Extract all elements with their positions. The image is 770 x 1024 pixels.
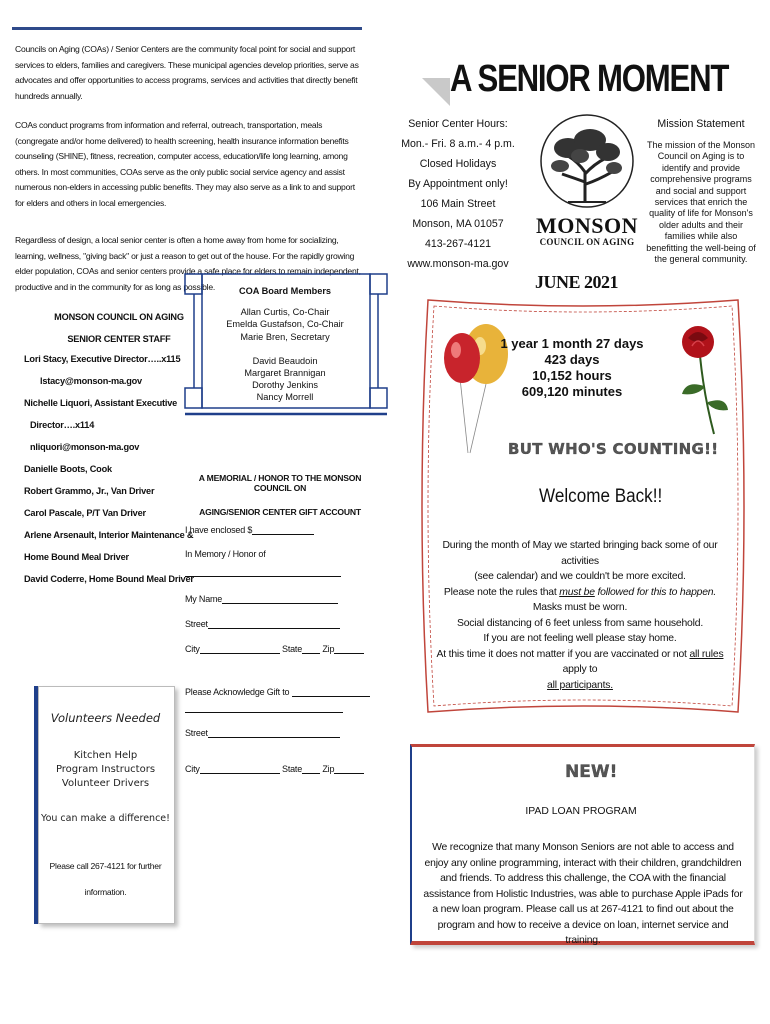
zip-label-2: Zip	[322, 764, 335, 774]
newsletter-title: A SENIOR MOMENT	[450, 58, 729, 100]
counting-tagline: BUT WHO'S COUNTING!!	[508, 440, 719, 458]
ipad-new-badge: NEW!	[565, 762, 618, 782]
staff-line: Nichelle Liquori, Assistant Executive	[24, 398, 178, 408]
staff-heading: SENIOR CENTER STAFF	[67, 334, 171, 344]
state-field[interactable]	[302, 643, 320, 654]
volunteers-call-line-2: information.	[84, 887, 127, 897]
city-row-2	[185, 763, 364, 774]
city-label: City	[185, 644, 200, 654]
zip-field-2[interactable]	[334, 763, 364, 774]
city-row	[185, 643, 364, 654]
volunteer-role: Volunteer Drivers	[61, 778, 150, 789]
rules-note-start: Please note the rules that	[443, 586, 560, 598]
staff-org: MONSON COUNCIL ON AGING	[54, 312, 184, 322]
staff-line[interactable]: nliquori@monson-ma.gov	[30, 442, 140, 452]
enclosed-amount-field[interactable]	[252, 524, 314, 535]
name-label: My Name	[185, 594, 223, 604]
staff-line: Director….x114	[30, 420, 95, 430]
welcome-line	[424, 585, 736, 601]
welcome-line: Masks must be worn.	[532, 602, 628, 613]
staff-line[interactable]: lstacy@monson-ma.gov	[40, 376, 142, 386]
counting-line: 10,152 hours	[532, 368, 612, 383]
enclosed-row	[185, 524, 314, 535]
name-row	[185, 593, 338, 604]
city-field-2[interactable]	[200, 763, 280, 774]
street-label: Street	[185, 619, 208, 629]
website-link[interactable]: www.monson-ma.gov	[407, 258, 509, 270]
board-member: David Beaudoin	[252, 355, 318, 366]
counting-block	[497, 336, 647, 400]
intro-paragraph-1: Councils on Aging (COAs) / Senior Centers are the community focal point for social and support services to elders, families and caregivers. These municipal agencies develop priorities, serve as advocates and offer opportunities to access programs, services and activities that directly benefit hundreds annually.	[15, 44, 359, 101]
hours-heading: Senior Center Hours:	[408, 118, 508, 130]
gift-heading-1: A MEMORIAL / HONOR TO THE MONSON COUNCIL ON	[198, 473, 362, 493]
zip-label: Zip	[322, 644, 335, 654]
city-label-2: City	[185, 764, 200, 774]
mission-text: The mission of the Monson Council on Aging is to identify and provide comprehensive programs and social and support services that enrich the quality of life for Monson's older adults and their families while also benefitting the well-being of the general community.	[646, 140, 756, 265]
board-officer: Allan Curtis, Co-Chair	[240, 307, 330, 318]
board-officer: Emelda Gustafson, Co-Chair	[226, 319, 344, 330]
acknowledge-field-2[interactable]	[185, 712, 343, 713]
memory-label: In Memory / Honor of	[185, 549, 266, 559]
staff-line: Danielle Boots, Cook	[24, 464, 112, 474]
tree-icon	[528, 112, 646, 210]
volunteers-call-line-1: Please call 267-4121 for further	[49, 861, 162, 871]
enclosed-label: I have enclosed $	[185, 525, 253, 535]
board-heading: COA Board Members	[238, 286, 332, 296]
volunteer-role: Kitchen Help	[73, 750, 138, 761]
hours-weekdays: Mon.- Fri. 8 a.m.- 4 p.m.	[401, 138, 515, 150]
staff-section	[24, 306, 204, 350]
city-address: Monson, MA 01057	[412, 218, 504, 230]
volunteers-call	[38, 853, 173, 905]
staff-line: Lori Stacy, Executive Director…..x115	[24, 354, 181, 364]
intro-paragraph-2: COAs conduct programs from information and referral, outreach, transportation, meals (congregate and/or home delivered) to health screening, health insurance information benefits counseling (SHINE), fitness, recreation, computer access, education/life long learning, among others. In most communities, COAs serve as the only public social service agency and assist numerous non-elders in accessing public benefits. They may also serve as a link to and support for elders and others in local emergencies.	[15, 120, 355, 208]
counting-line: 609,120 minutes	[521, 384, 623, 399]
state-field-2[interactable]	[302, 763, 320, 774]
closed-holidays: Closed Holidays	[419, 158, 497, 170]
volunteers-heading: Volunteers Needed	[50, 711, 161, 725]
gift-heading-2: AGING/SENIOR CENTER GIFT ACCOUNT	[199, 507, 361, 517]
board-member: Nancy Morrell	[256, 392, 314, 403]
street-row-2	[185, 727, 340, 738]
volunteers-tagline: You can make a difference!	[41, 813, 170, 824]
name-field[interactable]	[222, 593, 338, 604]
top-rule	[12, 27, 362, 30]
staff-line: Home Bound Meal Driver	[24, 552, 129, 562]
volunteer-roles	[38, 749, 173, 791]
welcome-line: During the month of May we started bringing back some of our activities	[442, 540, 718, 567]
counting-line: 423 days	[544, 352, 600, 367]
monson-logo	[528, 112, 646, 252]
street-label-2: Street	[185, 728, 208, 738]
state-label-2: State	[282, 764, 303, 774]
board-section	[205, 285, 365, 404]
welcome-text	[424, 538, 736, 693]
counting-line: 1 year 1 month 27 days	[500, 336, 644, 351]
rules-note-end: followed for this to happen.	[594, 586, 717, 598]
street-field-2[interactable]	[208, 727, 340, 738]
welcome-line: If you are not feeling well please stay home.	[483, 633, 677, 644]
intro-paragraph-3: Regardless of design, a local senior center is often a home away from home for socializing, learning, wellness, "giving back" or just a reason to get out of the house. For the rapidly growing elder population, COAs and senior centers provide a safe place for elders to remain independent, productive and in the community for as long as possible.	[15, 235, 361, 292]
board-officer: Marie Bren, Secretary	[240, 331, 330, 342]
logo-subtitle: COUNCIL ON AGING	[539, 237, 635, 247]
center-info	[398, 114, 518, 274]
memory-field[interactable]	[185, 576, 341, 577]
welcome-heading: Welcome Back!!	[539, 486, 663, 507]
welcome-line	[424, 647, 736, 678]
acknowledge-row	[185, 686, 370, 697]
staff-line: Arlene Arsenault, Interior Maintenance &	[24, 530, 194, 540]
mission-heading: Mission Statement	[657, 118, 745, 130]
street-field[interactable]	[208, 618, 340, 629]
title-arrow-icon	[422, 78, 450, 106]
city-field[interactable]	[200, 643, 280, 654]
ipad-subheading: IPAD LOAN PROGRAM	[525, 806, 637, 817]
issue-date: JUNE 2021	[535, 272, 619, 292]
logo-name: MONSON	[536, 213, 638, 238]
welcome-line: all participants.	[547, 679, 613, 691]
staff-line: Carol Pascale, P/T Van Driver	[24, 508, 146, 518]
street-address: 106 Main Street	[420, 198, 496, 210]
welcome-line: Social distancing of 6 feet unless from same household.	[456, 617, 704, 629]
zip-field[interactable]	[334, 643, 364, 654]
welcome-line: (see calendar) and we couldn't be more excited.	[474, 571, 686, 582]
phone-number: 413-267-4121	[425, 238, 491, 250]
mission-section	[645, 118, 757, 265]
street-row	[185, 618, 340, 629]
vaccine-note-end: apply to	[562, 664, 598, 675]
all-rules-emphasis: all rules	[689, 648, 724, 660]
gift-form	[185, 473, 375, 517]
acknowledge-label: Please Acknowledge Gift to	[185, 687, 290, 697]
rules-emphasis: must be	[559, 586, 595, 598]
staff-line: David Coderre, Home Bound Meal Driver	[24, 574, 194, 584]
rose-icon	[664, 316, 734, 436]
ipad-text: We recognize that many Monson Seniors are not able to access and enjoy any online programming, interact with their children, grandchildren and friends. To address this challenge, the COA with the financial assistance from Holistic Industries, was able to purchase Apple iPads for a new loan program. Please call us at 267-4121 to find out about the program and how to receive a device on loan, internet service and training.	[423, 842, 743, 946]
state-label: State	[282, 644, 303, 654]
vaccine-note-start: At this time it does not matter if you are vaccinated or not	[436, 648, 690, 660]
board-member: Margaret Brannigan	[244, 368, 326, 379]
board-member: Dorothy Jenkins	[252, 380, 318, 391]
volunteer-role: Program Instructors	[55, 764, 156, 775]
staff-line: Robert Grammo, Jr., Van Driver	[24, 486, 155, 496]
acknowledge-field[interactable]	[292, 686, 370, 697]
appointment-note: By Appointment only!	[408, 178, 508, 190]
